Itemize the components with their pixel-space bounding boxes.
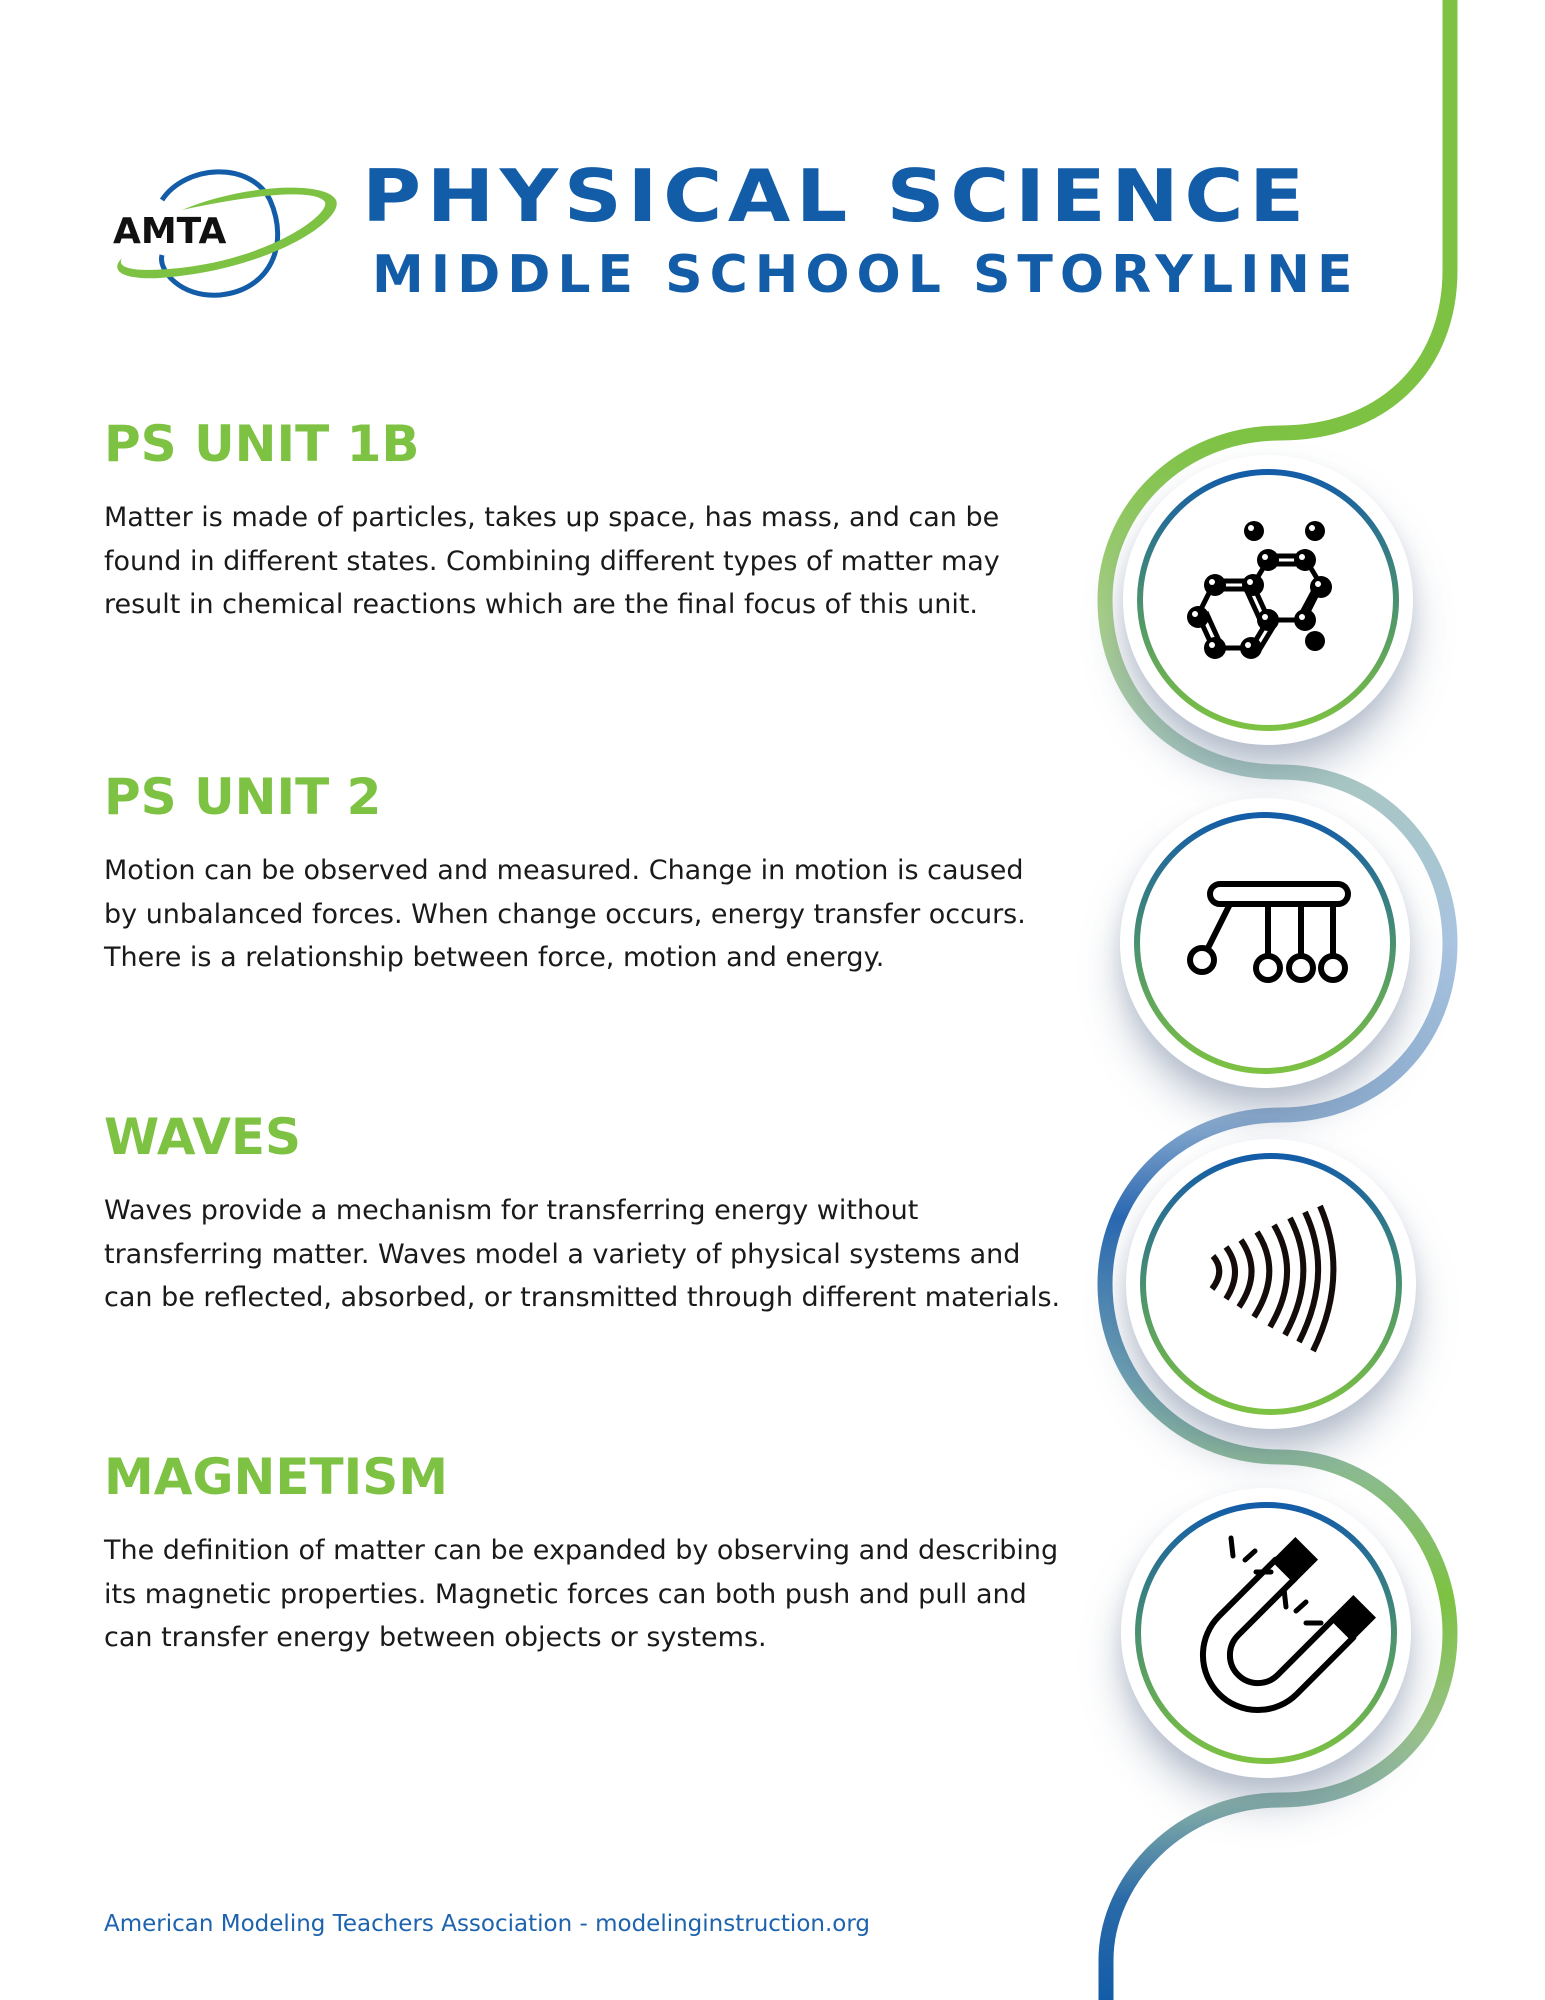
amta-logo [100,160,340,310]
section-heading: PS UNIT 1B [104,415,420,473]
footer-credit: American Modeling Teachers Association - modelinginstruction.org [104,1911,871,1937]
section-waves [104,1107,1064,1320]
section-body: Matter is made of particles, takes up space, has mass, and can be found in different states. Combining different types of matter may result in chemical reactions which are the final focus of this unit. [104,502,1000,620]
section-magnetism [104,1447,1064,1660]
section-body: Waves provide a mechanism for transferring energy without transferring matter. Waves model a variety of physical systems and can be reflected, absorbed, or transmitted through different materials. [104,1195,1061,1313]
page-subtitle: MIDDLE SCHOOL STORYLINE [372,245,1360,305]
sound-waves-icon [1126,1139,1416,1429]
section-body: Motion can be observed and measured. Change in motion is caused by unbalanced forces. When change occurs, energy transfer occurs. There is a relationship between force, motion and energy. [104,855,1026,973]
section-ps-unit-2 [104,767,1064,980]
molecule-icon [1123,455,1413,745]
sound-waves-node [1126,1139,1416,1429]
page-title: PHYSICAL SCIENCE [362,154,1310,238]
logo-text: AMTA [113,211,227,252]
horseshoe-magnet-node [1121,1488,1411,1778]
horseshoe-magnet-icon [1121,1488,1411,1778]
newtons-cradle-icon [1120,798,1410,1088]
section-heading: WAVES [104,1108,302,1166]
section-heading: PS UNIT 2 [104,768,382,826]
section-heading: MAGNETISM [104,1448,448,1506]
section-body: The definition of matter can be expanded by observing and describing its magnetic properties. Magnetic forces can both push and pull and can transfer energy between objects or systems. [104,1535,1059,1653]
section-ps-unit-1b [104,414,1064,627]
molecule-node [1123,455,1413,745]
newtons-cradle-node [1120,798,1410,1088]
